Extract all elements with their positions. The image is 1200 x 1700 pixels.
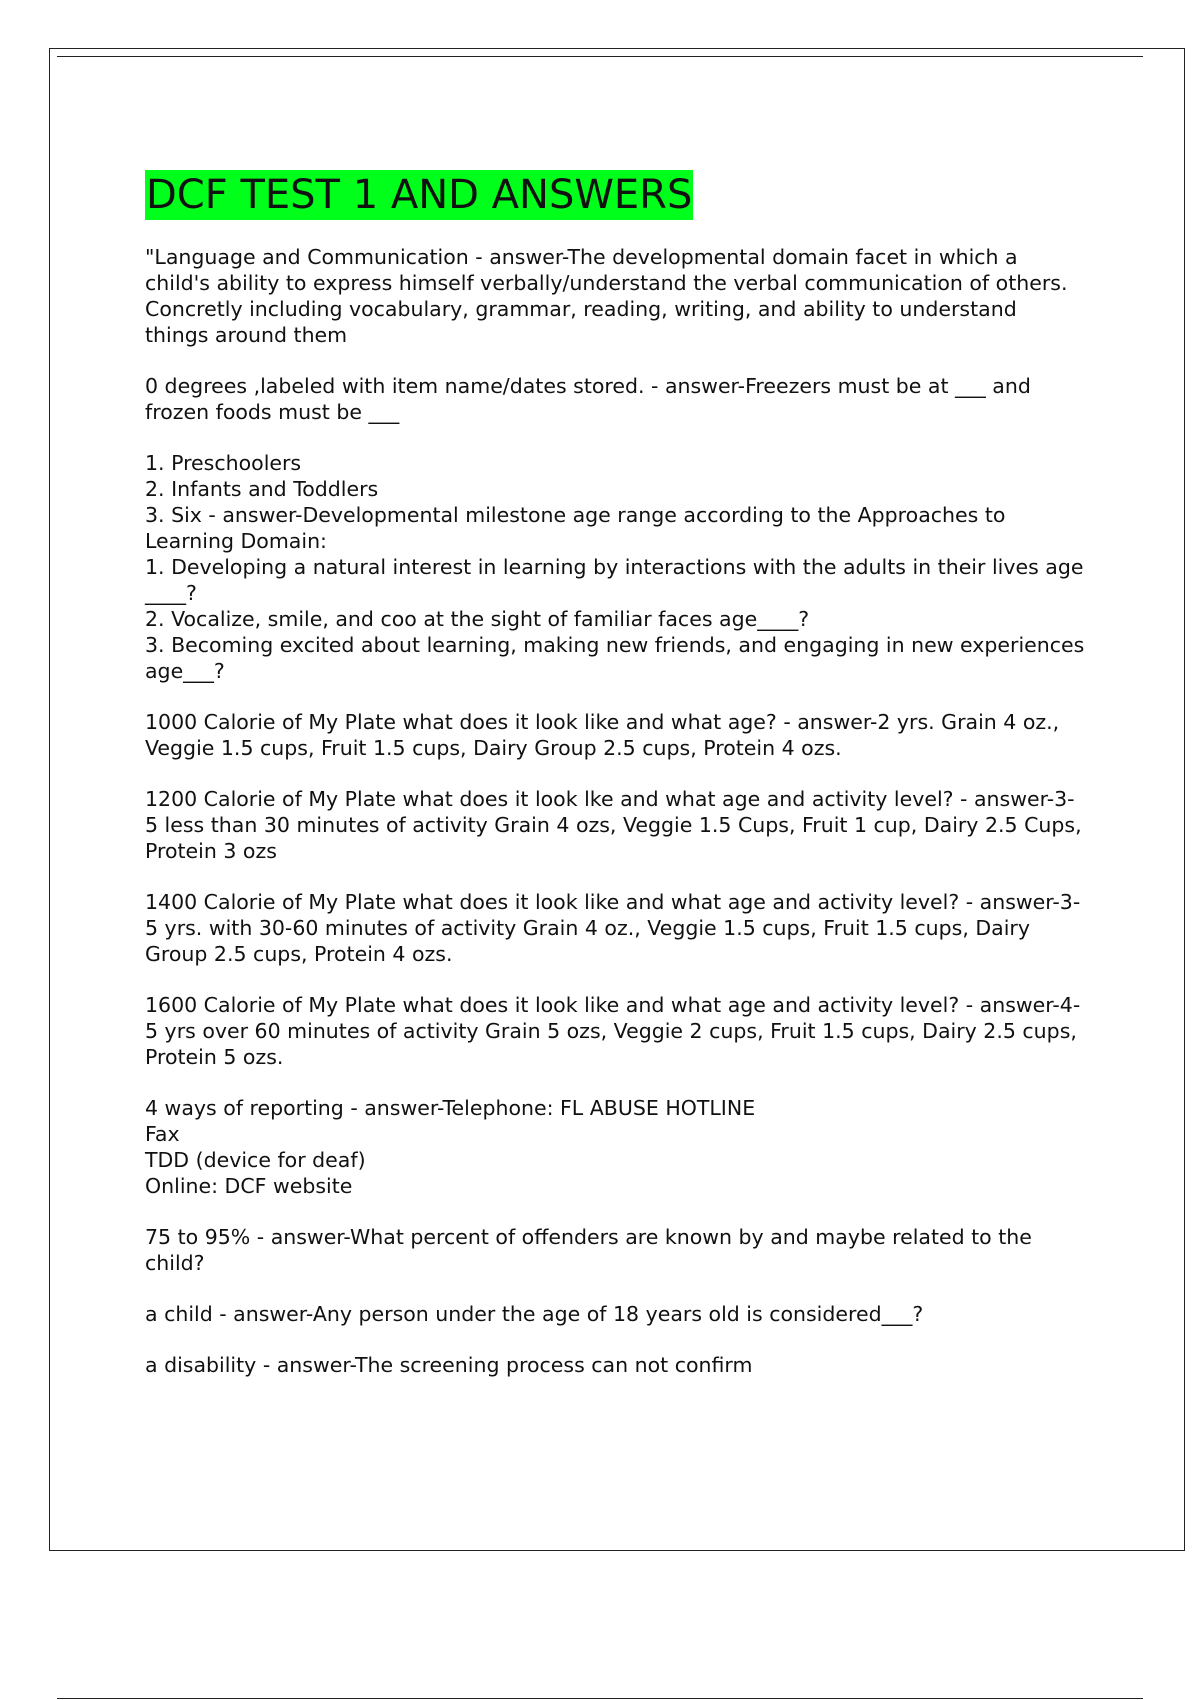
qa-item-language-communication: "Language and Communication - answer-The developmental domain facet in which a child's ability to express himself verbally/understand the verbal communication of others. Concretly including vocabulary, grammar, reading, writing, and ability to understand things around them [145, 245, 1068, 347]
qa-item-1000-calorie: 1000 Calorie of My Plate what does it look like and what age? - answer-2 yrs. Grain 4 oz., Veggie 1.5 cups, Fruit 1.5 cups, Dairy Group 2.5 cups, Protein 4 ozs. [145, 710, 1060, 760]
qa-item-1400-calorie: 1400 Calorie of My Plate what does it look like and what age and activity level? - answer-3-5 yrs. with 30-60 minutes of activity Grain 4 oz., Veggie 1.5 cups, Fruit 1.5 cups, Dairy Group 2.5 cups, Protein 4 ozs. [145, 890, 1081, 966]
qa-item-ways-of-reporting: 4 ways of reporting - answer-Telephone: FL ABUSE HOTLINE Fax TDD (device for deaf) Online: DCF website [145, 1096, 756, 1198]
document-body [145, 170, 1085, 1403]
qa-item-offenders-percent: 75 to 95% - answer-What percent of offenders are known by and maybe related to the child? [145, 1225, 1032, 1275]
bottom-divider [57, 1698, 1143, 1699]
document-title: DCF TEST 1 AND ANSWERS [146, 172, 693, 218]
qa-item-1600-calorie: 1600 Calorie of My Plate what does it look like and what age and activity level? - answer-4-5 yrs over 60 minutes of activity Grain 5 ozs, Veggie 2 cups, Fruit 1.5 cups, Dairy 2.5 cups, Protein 5 ozs. [145, 993, 1081, 1069]
top-divider [57, 56, 1143, 57]
qa-list [145, 244, 1085, 1378]
qa-item-developmental-milestones: 1. Preschoolers 2. Infants and Toddlers 3. Six - answer-Developmental milestone age range according to the Approaches to Learning Domain: 1. Developing a natural interest in learning by interactions with the adults in their lives age ____? 2. Vocalize, smile, and coo at the sight of familiar faces age____? 3. Becoming excited about learning, making new friends, and engaging in new experiences age___? [145, 451, 1085, 683]
qa-item-1200-calorie: 1200 Calorie of My Plate what does it look lke and what age and activity level? - answer-3-5 less than 30 minutes of activity Grain 4 ozs, Veggie 1.5 Cups, Fruit 1 cup, Dairy 2.5 Cups, Protein 3 ozs [145, 787, 1082, 863]
qa-item-freezer-temperature: 0 degrees ,labeled with item name/dates stored. - answer-Freezers must be at ___ and frozen foods must be ___ [145, 374, 1031, 424]
qa-item-a-child: a child - answer-Any person under the age of 18 years old is considered___? [145, 1302, 924, 1326]
qa-item-a-disability: a disability - answer-The screening process can not confirm [145, 1353, 753, 1377]
